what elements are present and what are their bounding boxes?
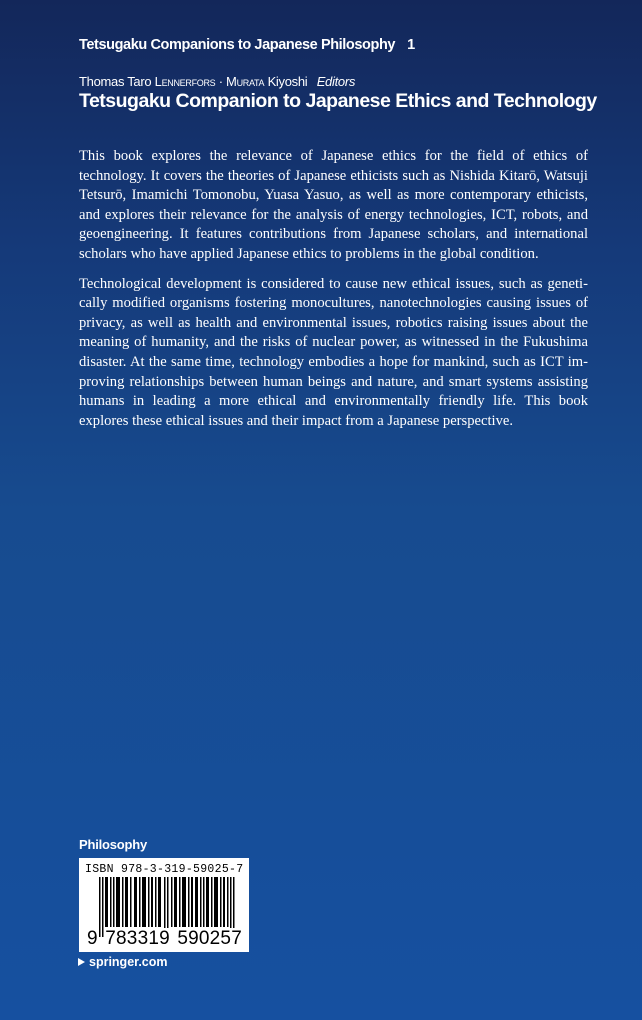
subject-category: Philosophy [79,837,148,852]
triangle-arrow-icon [78,958,85,966]
editors-role: Editors [316,74,356,89]
ean-group-1: 783319 [105,928,170,949]
ean-digits [86,928,243,950]
editor-separator: · [218,74,223,89]
publisher-website[interactable] [78,955,168,969]
series-number: 1 [407,37,415,53]
editor-1-given: Thomas Taro [79,74,152,89]
editor-1-family: Lennerfors [154,74,216,89]
series-name: Tetsugaku Companions to Japanese Philosophy [79,37,396,53]
isbn-barcode [79,858,249,952]
series-title [79,37,415,53]
ean-first-digit: 9 [87,928,98,949]
editor-2-family: Murata [226,74,265,89]
isbn-label: ISBN 978-3-319-59025-7 [85,863,244,876]
blurb-paragraph-2: Technological development is considered to cause new ethical issues, such as genetically modified organisms fostering monocultures, nanotechnologies causing issues of privacy, as well as health and environmental issues, robotics raising issues about the meaning of humanity, and the risks of nuclear power, as witnessed in the Fukushima disaster. At the same time, technology embodies a hope for mankind, such as ICT improving relationships between human beings and nature, and smart systems assisting humans in leading a more ethical and environmentally friendly life. This book explores these ethical issues and their impact from a Japanese perspective. [79,275,588,429]
blurb-paragraph-1: This book explores the relevance of Japanese ethics for the field of ethics of technology. It covers the theories of Japanese ethicists such as Nishida Kitarō, Watsuji Tetsurō, Imamichi Tomonobu, Yuasa Yasuo, as well as more contemporary ethicists, and explores their relevance for the analysis of energy technologies, ICT, robots, and geoengineering. It features contributions from Japanese scholars, and international scholars who have applied Japanese ethics to problems in the global condition. [79,148,588,262]
book-title: Tetsugaku Companion to Japanese Ethics and Technology [79,90,597,112]
website-label: springer.com [89,955,168,969]
ean-group-2: 590257 [177,928,242,949]
editor-2-given: Kiyoshi [267,74,308,89]
blurb [79,147,588,441]
editors-line [79,74,355,89]
